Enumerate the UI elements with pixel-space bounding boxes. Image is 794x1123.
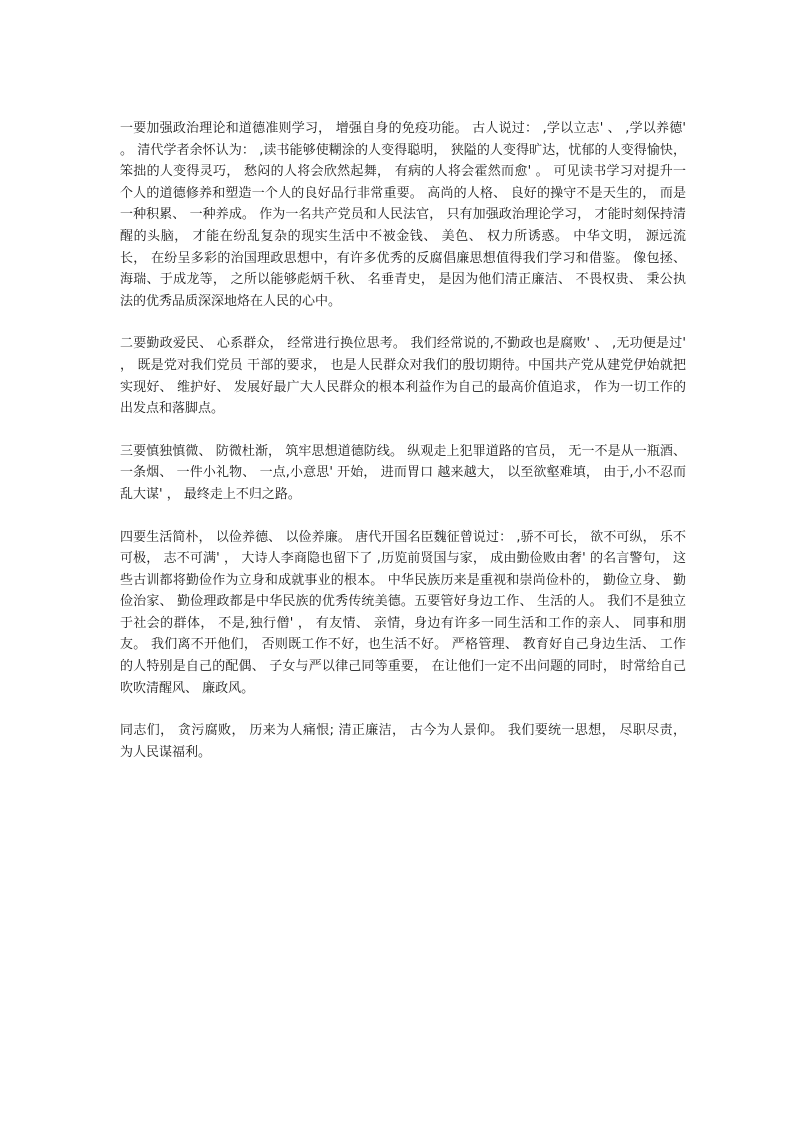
- paragraph-2: 二要勤政爱民、 心系群众， 经常进行换位思考。 我们经常说的,不勤政也是腐败' 、 ,无功便是过' ， 既是党对我们党员 干部的要求， 也是人民群众对我们的殷切期待。中国共产党从建党伊始就把实现好、 维护好、 发展好最广大人民群众的根本利益作为自己的最高价值追求， 作为一切工作的出发点和落脚点。: [120, 336, 686, 417]
- document-page: [120, 118, 686, 784]
- paragraph-5: 同志们， 贪污腐败， 历来为人痛恨; 清正廉洁， 古今为人景仰。 我们要统一思想， 尽职尽责， 为人民谋福利。: [120, 723, 686, 760]
- paragraph-1: 一要加强政治理论和道德准则学习， 增强自身的免疫功能。 古人说过： ,学以立志' 、 ,学以养德' 。 清代学者余怀认为： ,读书能够使糊涂的人变得聪明， 狭隘的人变得旷达，忧郁的人变得愉快， 笨拙的人变得灵巧， 愁闷的人将会欣然起舞， 有病的人将会霍然而愈' 。 可见读书学习对提升一个人的道德修养和塑造一个人的良好品行非常重要。 高尚的人格、 良好的操守不是天生的， 而是一种积累、 一种养成。 作为一名共产党员和人民法官， 只有加强政治理论学习， 才能时刻保持清醒的头脑， 才能在纷乱复杂的现实生活中不被金钱、 美色、 权力所诱惑。 中华文明， 源远流长， 在纷呈多彩的治国理政思想中，有许多优秀的反腐倡廉思想值得我们学习和借鉴。 像包拯、 海瑞、于成龙等， 之所以能够彪炳千秋、 名垂青史， 是因为他们清正廉洁、 不畏权贵、 秉公执法的优秀品质深深地烙在人民的心中。: [120, 121, 686, 309]
- paragraph-3: 三要慎独慎微、 防微杜渐， 筑牢思想道德防线。 纵观走上犯罪道路的官员， 无一不是从一瓶酒、 一条烟、 一件小礼物、 一点,小意思' 开始， 进而胃口 越来越大， 以至欲壑难填， 由于,小不忍而乱大谋' ， 最终走上不归之路。: [120, 443, 686, 502]
- paragraph-4: 四要生活简朴， 以俭养德、 以俭养廉。 唐代开国名臣魏征曾说过： ,骄不可长， 欲不可纵， 乐不可极， 志不可满' ， 大诗人李商隐也留下了 ,历览前贤国与家， 成由勤俭败由奢' 的名言警句， 这些古训都将勤俭作为立身和成就事业的根本。 中华民族历来是重视和崇尚俭朴的， 勤俭立身、 勤俭治家、 勤俭理政都是中华民族的优秀传统美德。五要管好身边工作、 生活的人。 我们不是独立于社会的群体， 不是,独行僧' ， 有友情、 亲情，身边有许多一同生活和工作的亲人、 同事和朋友。 我们离不开他们， 否则既工作不好，也生活不好。 严格管理、 教育好自己身边生活、 工作的人特别是自己的配偶、 子女与严以律己同等重要， 在让他们一定不出问题的同时， 时常给自己吹吹清醒风、 廉政风。: [120, 529, 686, 696]
